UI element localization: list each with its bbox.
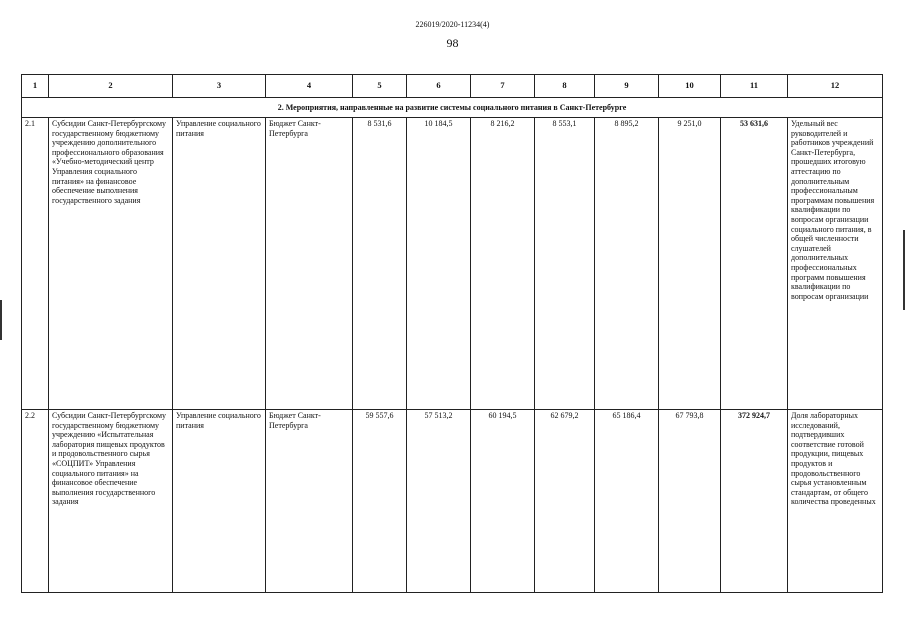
row-value: 10 184,5 [407,118,471,410]
page-number: 98 [446,36,459,50]
document-number: 226019/2020-11234(4) [415,20,490,29]
left-scan-mark [0,300,2,340]
header-cell: 7 [471,75,535,98]
row-value: 67 793,8 [659,410,721,593]
header-cell: 4 [266,75,353,98]
section-title: 2. Мероприятия, направленные на развитие системы социального питания в Санкт-Петербурге [22,98,883,118]
row-number: 2.2 [22,410,49,593]
row-value: 9 251,0 [659,118,721,410]
row-total: 53 631,6 [721,118,788,410]
header-cell: 6 [407,75,471,98]
row-value: 59 557,6 [353,410,407,593]
row-value: 8 895,2 [595,118,659,410]
row-executor: Управление социального питания [173,410,266,593]
header-cell: 3 [173,75,266,98]
row-value: 65 186,4 [595,410,659,593]
row-indicator: Удельный вес руководителей и работников учреждений Санкт-Петербурга, прошедших итоговую аттестацию по дополнительным профессиональным программам повышения квалификации по вопросам организации социального питания, в общей численности слушателей дополнительных профессиональных программ повышения квалификации по вопросам организации [788,118,883,410]
section-row [22,98,883,118]
table-row [22,118,883,410]
row-value: 60 194,5 [471,410,535,593]
header-cell: 5 [353,75,407,98]
row-value: 8 531,6 [353,118,407,410]
budget-table [21,74,883,593]
header-cell: 9 [595,75,659,98]
row-source: Бюджет Санкт-Петербурга [266,410,353,593]
header-cell: 11 [721,75,788,98]
row-value: 8 553,1 [535,118,595,410]
row-value: 8 216,2 [471,118,535,410]
header-cell: 1 [22,75,49,98]
row-executor: Управление социального питания [173,118,266,410]
header-cell: 2 [49,75,173,98]
table-row [22,410,883,593]
row-indicator: Доля лабораторных исследований, подтвердивших соответствие готовой продукции, пищевых продуктов и продовольственного сырья установленным стандартам, от общего количества проведенных [788,410,883,593]
row-value: 57 513,2 [407,410,471,593]
row-number: 2.1 [22,118,49,410]
header-cell: 8 [535,75,595,98]
header-cell: 12 [788,75,883,98]
header-row [22,75,883,98]
row-name: Субсидии Санкт-Петербургскому государственному бюджетному учреждению дополнительного профессионального образования «Учебно-методический центр Управления социального питания» на финансовое обеспечение выполнения государственного задания [49,118,173,410]
header-cell: 10 [659,75,721,98]
row-name: Субсидии Санкт-Петербургскому государственному бюджетному учреждению «Испытательная лаборатория пищевых продуктов и продовольственного сырья «СОЦПИТ» Управления социального питания» на финансовое обеспечение выполнения государственного задания [49,410,173,593]
row-source: Бюджет Санкт-Петербурга [266,118,353,410]
row-total: 372 924,7 [721,410,788,593]
row-value: 62 679,2 [535,410,595,593]
